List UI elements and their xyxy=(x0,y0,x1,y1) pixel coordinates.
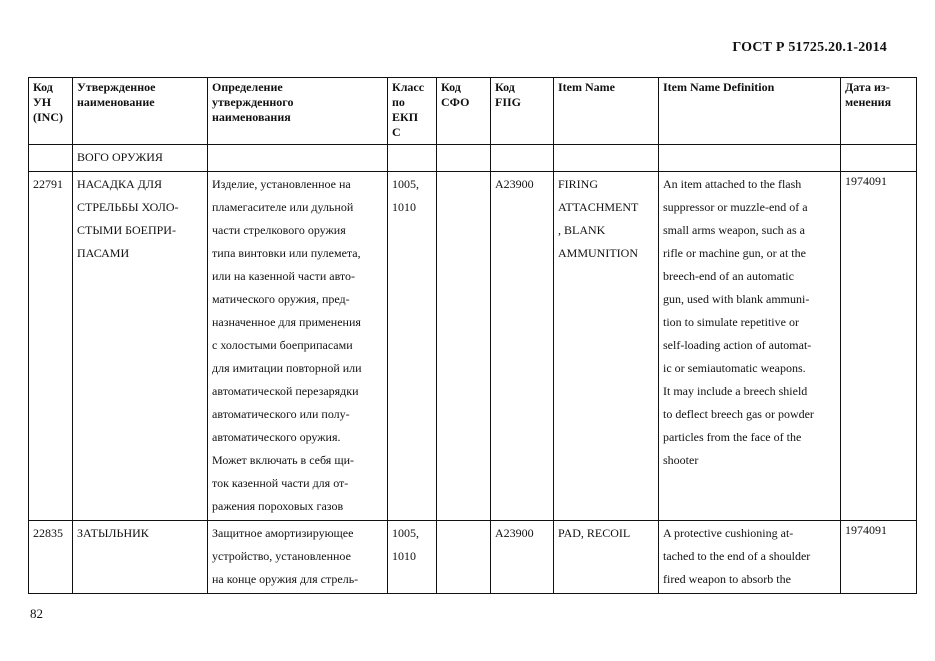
definition: Защитное амортизирующее устройство, установленное на конце оружия для стрель- xyxy=(208,521,388,594)
column-header-approved-name: Утвержденное наименование xyxy=(73,78,208,145)
inc-code: 22791 xyxy=(29,172,73,521)
definition: Изделие, установленное на пламегасителе или дульной части стрелкового оружия типа винтовки или пулемета, или на казенной части авто- матического оружия, пред- назначенное для применения с холостыми боеприпасами для имитации повторной или автоматической перезарядки автоматического или полу- автоматического оружия. Может включать в себя щи- ток казенной части для от- ражения пороховых газов xyxy=(208,172,388,521)
table-cell xyxy=(659,145,841,172)
column-header-item-definition: Item Name Definition xyxy=(659,78,841,145)
document-standard-number: ГОСТ Р 51725.20.1-2014 xyxy=(732,40,887,55)
approved-name: НАСАДКА ДЛЯ СТРЕЛЬБЫ ХОЛО- СТЫМИ БОЕПРИ- ПАСАМИ xyxy=(73,172,208,521)
catalog-table xyxy=(28,77,917,594)
table-cell xyxy=(437,145,491,172)
table-row xyxy=(29,172,917,521)
table-row xyxy=(29,521,917,594)
item-name-definition: A protective cushioning at- tached to the end of a shoulder fired weapon to absorb the xyxy=(659,521,841,594)
table-header-row xyxy=(29,78,917,145)
column-header-fiig: Код FIIG xyxy=(491,78,554,145)
sfo-code xyxy=(437,521,491,594)
approved-name: ЗАТЫЛЬНИК xyxy=(73,521,208,594)
table-cell xyxy=(29,145,73,172)
column-header-definition: Определение утвержденного наименования xyxy=(208,78,388,145)
fiig-code: A23900 xyxy=(491,521,554,594)
table-cell xyxy=(841,145,917,172)
column-header-inc: Код УН (INC) xyxy=(29,78,73,145)
change-date: 1974091 xyxy=(841,172,917,521)
column-header-class: Класс по ЕКП С xyxy=(388,78,437,145)
table-cell xyxy=(554,145,659,172)
fiig-code: A23900 xyxy=(491,172,554,521)
column-header-date: Дата из- менения xyxy=(841,78,917,145)
table-cell: ВОГО ОРУЖИЯ xyxy=(73,145,208,172)
item-name: PAD, RECOIL xyxy=(554,521,659,594)
inc-code: 22835 xyxy=(29,521,73,594)
item-name-definition: An item attached to the flash suppressor or muzzle-end of a small arms weapon, such as a rifle or machine gun, or at the breech-end of an automatic gun, used with blank ammuni- tion to simulate repetitive or self-loading action of automat- ic or semiautomatic weapons. It may include a breech shield to deflect breech gas or powder particles from the face of the shooter xyxy=(659,172,841,521)
class-code: 1005, 1010 xyxy=(388,521,437,594)
table-cell xyxy=(388,145,437,172)
table-row-continuation xyxy=(29,145,917,172)
column-header-sfo: Код СФО xyxy=(437,78,491,145)
page-number: 82 xyxy=(30,606,43,621)
table-cell xyxy=(208,145,388,172)
change-date: 1974091 xyxy=(841,521,917,594)
sfo-code xyxy=(437,172,491,521)
item-name: FIRING ATTACHMENT , BLANK AMMUNITION xyxy=(554,172,659,521)
class-code: 1005, 1010 xyxy=(388,172,437,521)
column-header-item-name: Item Name xyxy=(554,78,659,145)
table-cell xyxy=(491,145,554,172)
